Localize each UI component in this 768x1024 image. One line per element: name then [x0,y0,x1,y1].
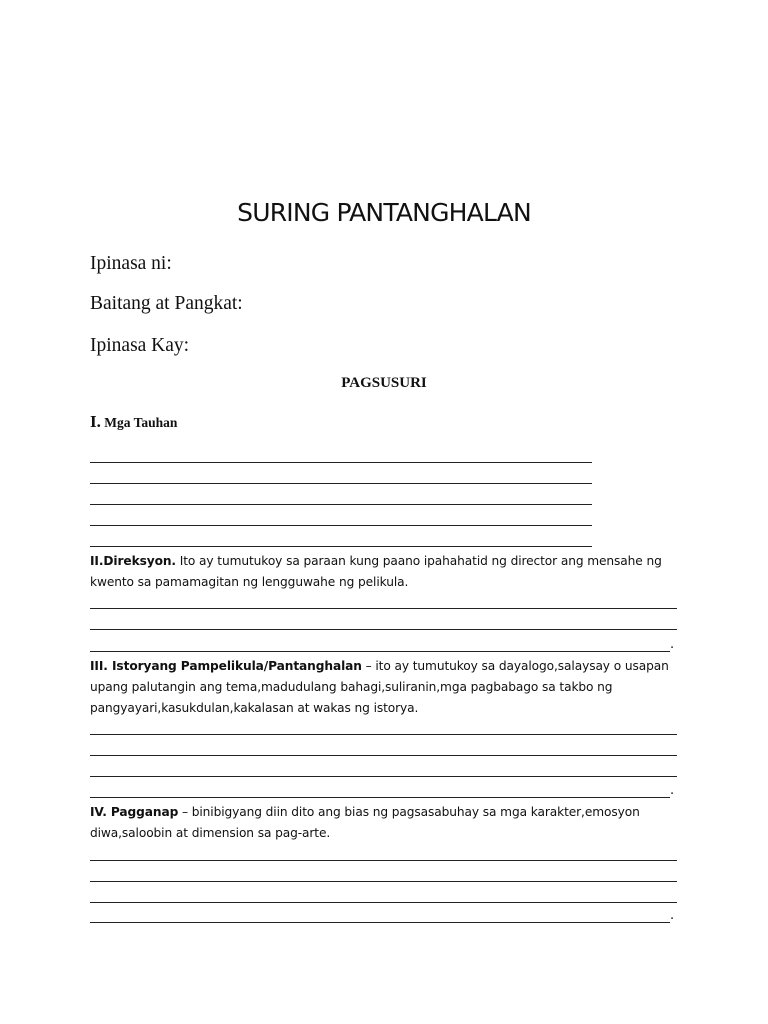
section-3-description: – ito ay tumutukoy sa dayalogo,salaysay o usapan upang palutangin ang tema,madudulang bahagi,suliranin,mga pagbabago sa takbo ng pangyayari,kasukdulan,kakalasan at wakas ng istorya. [90,659,669,715]
field-baitang-at-pangkat: Baitang at Pangkat: [90,293,243,314]
section-2-title: Direksyon. [103,554,176,568]
section-3-blank-line[interactable] [90,776,677,777]
field-ipinasa-kay: Ipinasa Kay: [90,335,190,356]
field-ipinasa-ni: Ipinasa ni: [90,253,172,274]
section-4-blank-line[interactable] [90,922,670,923]
section-3-blank-line[interactable] [90,797,670,798]
section-1-blank-line[interactable] [90,504,592,505]
section-1-blank-line[interactable] [90,546,592,547]
section-4-line-end: . [670,908,675,923]
section-3-numeral: III. [90,659,108,673]
section-1-title: Mga Tauhan [104,415,178,430]
section-3-title: Istoryang Pampelikula/Pantanghalan [112,659,362,673]
section-1-heading [90,412,177,432]
section-1-blank-line[interactable] [90,462,592,463]
section-4-blank-line[interactable] [90,902,677,903]
section-3-line-end: . [670,783,675,798]
section-2-numeral: II. [90,554,104,568]
section-2-description: Ito ay tumutukoy sa paraan kung paano ipahahatid ng director ang mensahe ng kwento sa pamamagitan ng lengguwahe ng pelikula. [90,554,662,589]
section-4-description: – binibigyang diin dito ang bias ng pagsasabuhay sa mga karakter,emosyon diwa,saloobin at dimension sa pag-arte. [90,805,640,840]
section-4-blank-line[interactable] [90,860,677,861]
section-1-blank-line[interactable] [90,483,592,484]
page-title: SURING PANTANGHALAN [237,198,531,227]
section-1-numeral: I. [90,412,101,431]
section-4-blank-line[interactable] [90,881,677,882]
section-2-line-end: . [670,637,675,652]
section-3-blank-line[interactable] [90,734,677,735]
section-3-blank-line[interactable] [90,755,677,756]
section-2-blank-line[interactable] [90,608,677,609]
section-2-paragraph [90,551,690,593]
section-subheading: PAGSUSURI [341,375,427,391]
section-4-title: Pagganap [110,805,179,819]
section-2-blank-line[interactable] [90,651,670,652]
section-2-blank-line[interactable] [90,629,677,630]
section-4-paragraph [90,802,690,844]
section-1-blank-line[interactable] [90,525,592,526]
section-4-numeral: IV. [90,805,107,819]
section-3-paragraph [90,656,690,719]
